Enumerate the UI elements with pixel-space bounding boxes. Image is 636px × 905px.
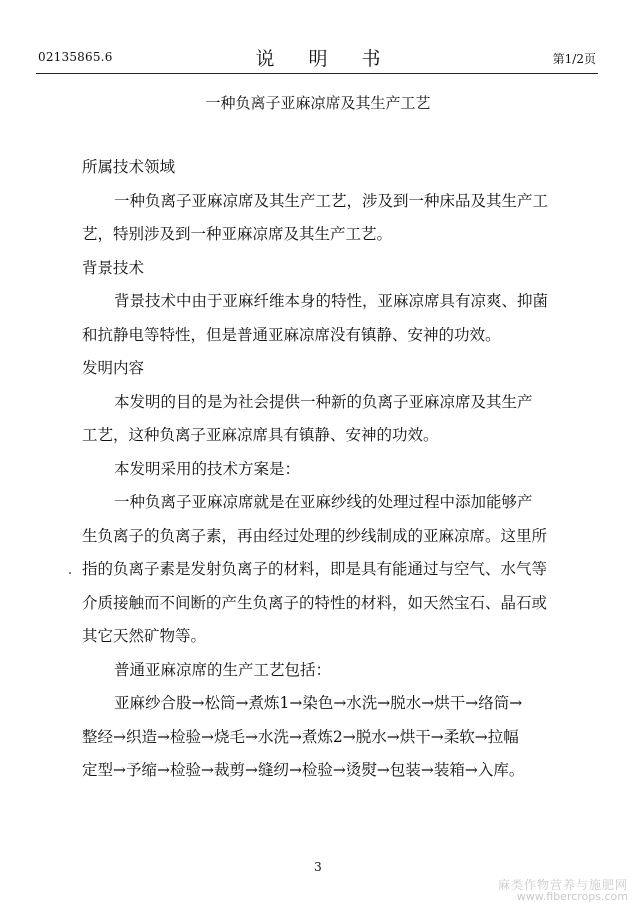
document-title: 一种负离子亚麻凉席及其生产工艺 <box>205 94 431 112</box>
header-title: 说 明 书 <box>255 48 395 70</box>
body-line: 生负离子的负离子素，再由经过处理的纱线制成的亚麻凉席。这里所 <box>82 526 548 545</box>
body-line: 介质接触而不间断的产生负离子的特性的材料，如天然宝石、晶石或 <box>82 593 548 612</box>
body-line: 艺，特别涉及到一种亚麻凉席及其生产工艺。 <box>82 225 393 243</box>
body-line: 整经→织造→检验→烧毛→水洗→煮炼2→脱水→烘干→柔软→拉幅 <box>82 727 519 746</box>
body-line: 背景技术 <box>82 258 145 277</box>
watermark <box>498 879 628 903</box>
page-number: 3 <box>314 860 322 874</box>
header-divider <box>36 73 598 74</box>
page-indicator: 第1/2页 <box>552 52 596 66</box>
body-line: 和抗静电等特性，但是普通亚麻凉席没有镇静、安神的功效。 <box>82 325 501 344</box>
application-number: 02135865.6 <box>38 50 113 64</box>
body-line: 其它天然矿物等。 <box>82 627 207 645</box>
body-line: 所属技术领域 <box>82 158 176 176</box>
body-line: 普通亚麻凉席的生产工艺包括： <box>114 660 332 679</box>
body-line: 一种负离子亚麻凉席就是在亚麻纱线的处理过程中添加能够产 <box>114 493 533 511</box>
body-line: 定型→予缩→检验→裁剪→缝纫→检验→烫熨→包装→装箱→入库。 <box>82 761 525 779</box>
body-line: 背景技术中由于亚麻纤维本身的特性，亚麻凉席具有凉爽、抑菌 <box>114 292 549 310</box>
body-line: 本发明采用的技术方案是： <box>114 459 301 478</box>
body-line: 指的负离子素是发射负离子的材料，即是具有能通过与空气、水气等 <box>82 560 548 578</box>
body-line: 工艺，这种负离子亚麻凉席具有镇静、安神的功效。 <box>82 426 439 444</box>
body-line: 一种负离子亚麻凉席及其生产工艺，涉及到一种床品及其生产工 <box>114 191 549 210</box>
watermark-site-name: 麻类作物营养与施肥网 <box>497 877 628 892</box>
scan-speck <box>69 572 71 574</box>
body-line: 发明内容 <box>82 359 145 377</box>
watermark-url: www.fibercrops.com <box>516 890 628 904</box>
body-line: 亚麻纱合股→松筒→煮炼1→染色→水洗→脱水→烘干→络筒→ <box>114 694 523 712</box>
document-body <box>82 151 552 788</box>
body-line: 本发明的目的是为社会提供一种新的负离子亚麻凉席及其生产 <box>114 392 533 411</box>
